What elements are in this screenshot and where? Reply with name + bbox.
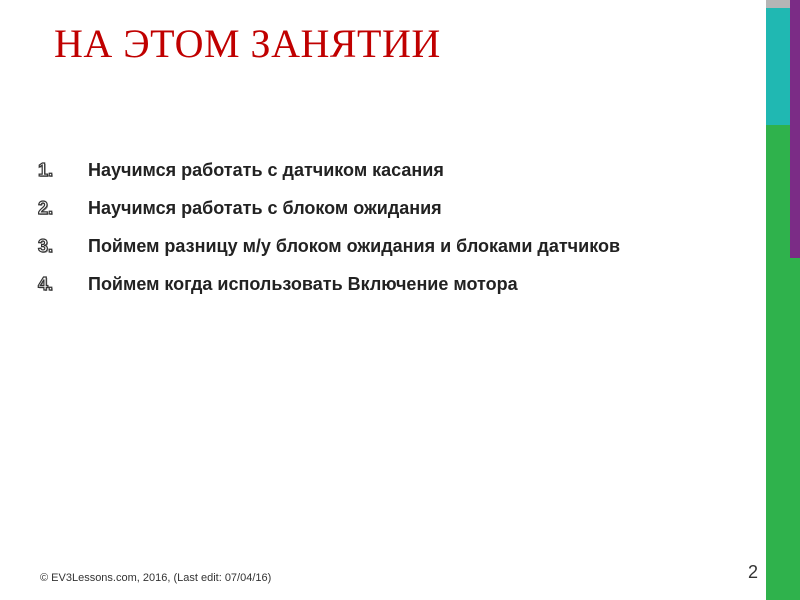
list-item-text: Поймем разницу м/у блоком ожидания и блоками датчиков xyxy=(88,236,621,256)
list-number: 4. xyxy=(38,274,54,294)
list-item xyxy=(38,274,620,312)
list-number: 3. xyxy=(38,236,54,256)
footer-copyright: © EV3Lessons.com, 2016, (Last edit: 07/04/16) xyxy=(40,572,272,584)
list-item xyxy=(38,160,620,198)
list-item-text: Научимся работать с датчиком касания xyxy=(88,160,444,180)
list-number: 1. xyxy=(38,160,54,180)
lesson-goals-list xyxy=(38,160,620,312)
page-number: 2 xyxy=(747,562,758,582)
list-number: 2. xyxy=(38,198,54,218)
side-decoration xyxy=(766,0,800,600)
list-item-text: Научимся работать с блоком ожидания xyxy=(88,198,442,218)
list-item xyxy=(38,236,620,274)
slide-title: НА ЭТОМ ЗАНЯТИИ xyxy=(54,21,441,66)
list-item-text: Поймем когда использовать Включение мотора xyxy=(88,274,518,294)
side-bar-purple xyxy=(790,0,800,258)
list-item xyxy=(38,198,620,236)
